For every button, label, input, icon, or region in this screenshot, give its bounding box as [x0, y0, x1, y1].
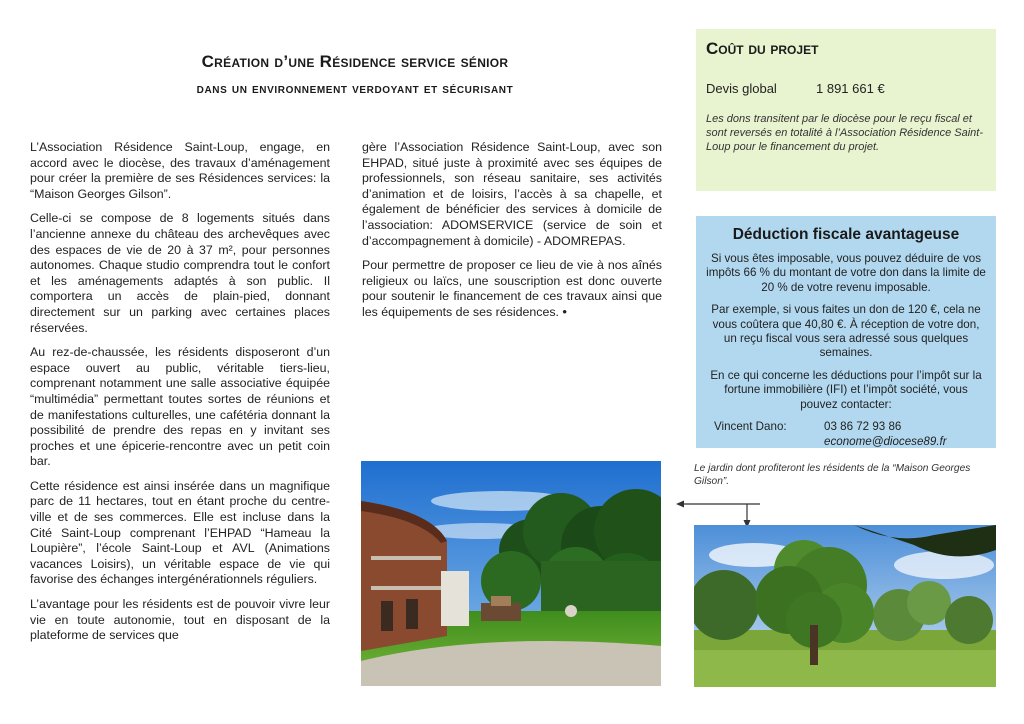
contact-name: Vincent Dano:: [714, 420, 787, 434]
paragraph: Cette résidence est ainsi insérée dans un magnifique parc de 11 hectares, tout en étant proche du centre-ville et de ses commerces. Elle est incluse dans la Cité Saint-Loup comprenant l’EHPAD “Hameau la Loupière”, l’école Saint-Loup et AVL (Animations vacances Loisirs), un véritable espace de vie qui favorise des échanges intergénérationnels réguliers.: [30, 478, 330, 587]
project-cost-box: [696, 29, 996, 191]
paragraph: L’Association Résidence Saint-Loup, engage, en accord avec le diocèse, des travaux d’aménagement pour créer la première de ses Résidences services: la “Maison Georges Gilson”.: [30, 140, 330, 201]
cost-row: [706, 81, 986, 96]
building-garden-photo: [361, 461, 661, 686]
contact-email[interactable]: econome@diocese89.fr: [824, 435, 947, 449]
paragraph: Au rez-de-chaussée, les résidents disposeront d’un espace ouvert au public, véritable tiers-lieu, comprenant notamment une salle associative équipée “multimédia” permettant toutes sortes de réunions et de manifestations culturelles, une cafétéria donnant la possibilité de prendre des repas en y invitant ses proches et une épicerie-rencontre avec un petit coin bar.: [30, 345, 330, 469]
paragraph: gère l’Association Résidence Saint-Loup, avec son EHPAD, situé juste à proximité avec ses équipes de professionnels, son réseau sanitaire, ses activités d’animation et de loisirs, l’accès à sa chapelle, et également de bénéficier des services à domicile de l’association: ADOMSERVICE (service de soin et d’accompagnement à domicile) - ADOMREPAS.: [362, 140, 662, 248]
photo-caption: Le jardin dont profiteront les résidents de la “Maison Georges Gilson”.: [694, 463, 971, 487]
contact-row: [706, 420, 986, 433]
garden-tree-photo: [694, 525, 996, 687]
title-line-1: Création d’une Résidence service sénior: [201, 52, 509, 71]
tax-paragraph: En ce qui concerne les déductions pour l’impôt sur la fortune immobilière (IFI) et l’impôt société, vous pouvez contacter:: [710, 368, 982, 411]
cost-note: Les dons transitent par le diocèse pour le reçu fiscal et sont reversés en totalité à l’Association Résidence Saint-Loup pour le financement du projet.: [706, 113, 983, 153]
paragraph: L’avantage pour les résidents est de pouvoir vivre leur vie en toute autonomie, tout en disposant de la plateforme de services que: [30, 597, 330, 643]
paragraph-text: Pour permettre de proposer ce lieu de vie à nos aînés religieux ou laïcs, une souscription est donc ouverte pour soutenir le financement de ces travaux ainsi que les équipements de ses résidences.: [362, 258, 662, 319]
tax-deduction-box: [696, 216, 996, 448]
paragraph: [362, 258, 662, 320]
tax-paragraph: Si vous êtes imposable, vous pouvez déduire de vos impôts 66 % du montant de votre don dans la limite de 20 % de votre revenu imposable.: [706, 252, 986, 294]
cost-label: Devis global: [706, 81, 777, 96]
article-title: [120, 52, 590, 96]
title-line-2: dans un environnement verdoyant et sécurisant: [196, 80, 514, 96]
cost-title: Coût du projet: [706, 39, 819, 58]
tax-title: Déduction fiscale avantageuse: [732, 226, 960, 243]
end-mark: •: [562, 304, 567, 319]
cost-value: 1 891 661 €: [816, 81, 885, 96]
text-column-1: [30, 140, 330, 653]
tax-paragraph: Par exemple, si vous faites un don de 120 €, cela ne vous coûtera que 40,80 €. À réception de votre don, un reçu fiscal vous sera adressé sous quelques semaines.: [711, 303, 981, 360]
text-column-2: [362, 140, 662, 330]
paragraph: Celle-ci se compose de 8 logements situés dans l’ancienne annexe du château des archevêques avec des espaces de vie de 20 à 37 m², pour personnes autonomes. Chaque studio comprendra tout le confort et les aménagements adaptés à son public. Il comportera un accès de plain-pied, donnant directement sur un parking avec certaines places réservées.: [30, 211, 330, 335]
contact-phone: 03 86 72 93 86: [824, 420, 902, 434]
